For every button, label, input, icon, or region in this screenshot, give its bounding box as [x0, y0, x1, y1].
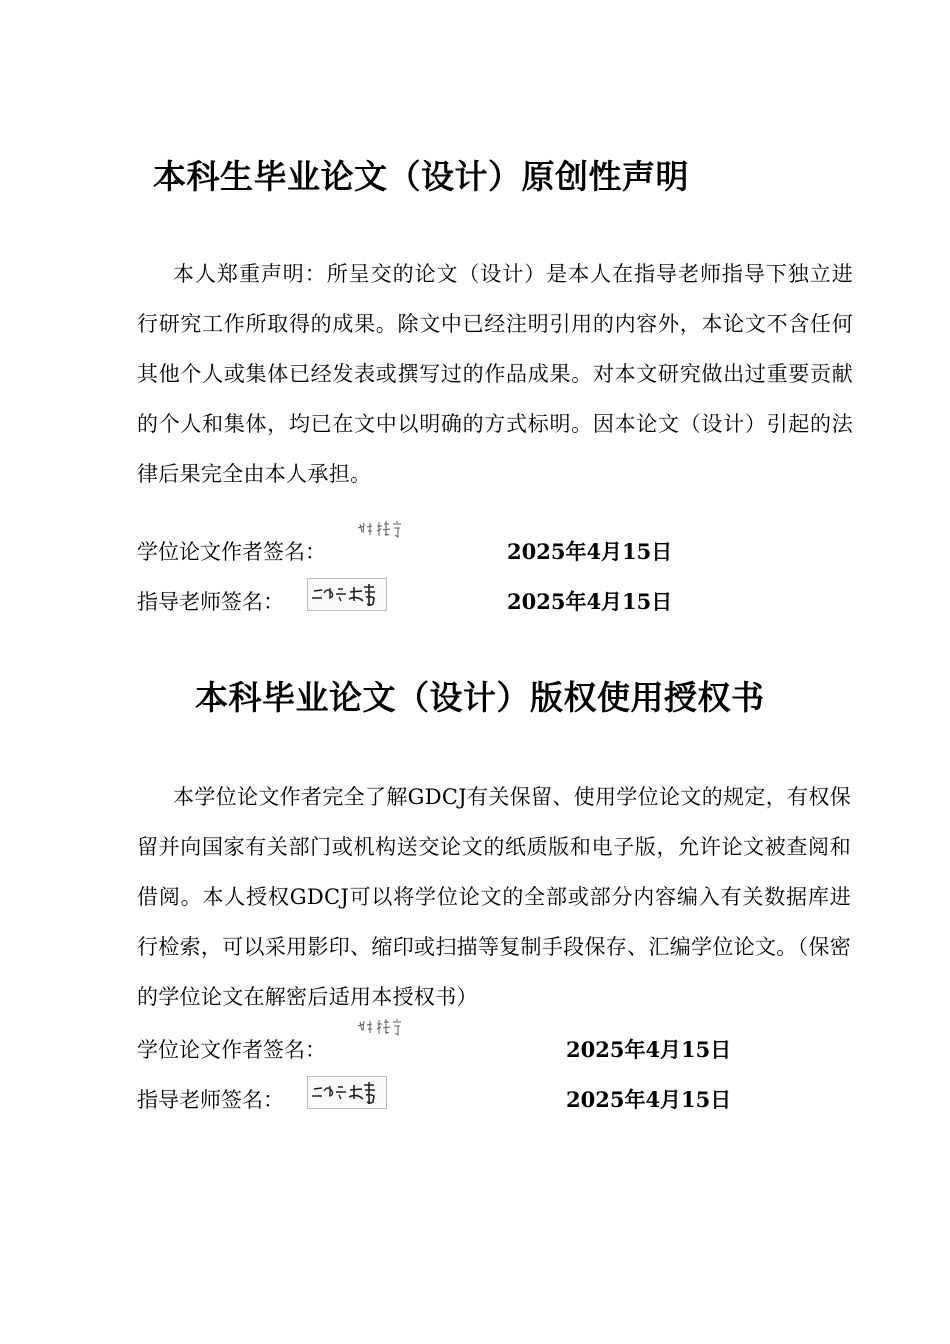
author-signature-label-2: 学位论文作者签名： [137, 1038, 326, 1062]
author-signature-date-2: 2025年4月15日 [566, 1037, 732, 1062]
author-signature-image-2 [355, 1016, 407, 1042]
author-signature-date: 2025年4月15日 [507, 539, 673, 564]
author-signature-image [355, 518, 407, 544]
copyright-title: 本科毕业论文（设计）版权使用授权书 [195, 678, 765, 717]
advisor-signature-date: 2025年4月15日 [507, 589, 673, 614]
advisor-signature-image-2 [307, 1076, 387, 1109]
advisor-signature-label: 指导老师签名： [137, 590, 284, 614]
originality-body: 本人郑重声明：所呈交的论文（设计）是本人在指导老师指导下独立进行研究工作所取得的成果。除文中已经注明引用的内容外，本论文不含任何其他个人或集体已经发表或撰写过的作品成果。对本文研究做出过重要贡献的个人和集体，均已在文中以明确的方式标明。因本论文（设计）引起的法律后果完全由本人承担。 [137, 262, 853, 486]
advisor-signature-label-2: 指导老师签名： [137, 1088, 284, 1112]
copyright-body: 本学位论文作者完全了解GDCJ有关保留、使用学位论文的规定，有权保留并向国家有关部门或机构送交论文的纸质版和电子版，允许论文被查阅和借阅。本人授权GDCJ可以将学位论文的全部或部分内容编入有关数据库进行检索，可以采用影印、缩印或扫描等复制手段保存、汇编学位论文。（保密的学位论文在解密后适用本授权书） [137, 785, 851, 1009]
advisor-signature-date-2: 2025年4月15日 [566, 1087, 732, 1112]
originality-title: 本科生毕业论文（设计）原创性声明 [153, 157, 689, 196]
advisor-signature-image [307, 578, 387, 611]
author-signature-label: 学位论文作者签名： [137, 540, 326, 564]
